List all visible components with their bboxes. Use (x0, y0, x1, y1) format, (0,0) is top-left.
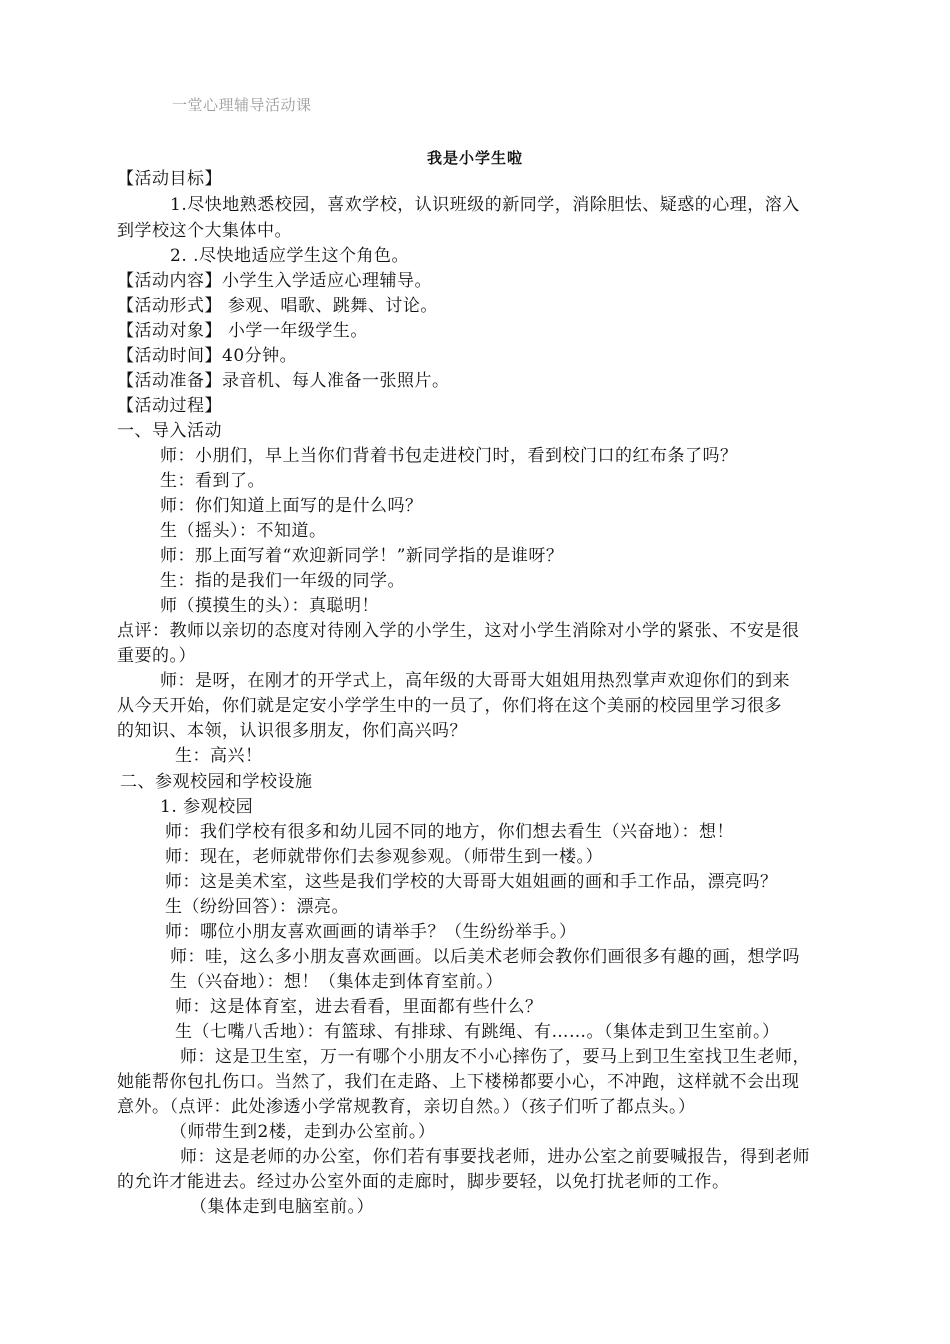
dialogue-line: 师（摸摸生的头）：真聪明！ (160, 596, 379, 616)
dialogue-line: 生（兴奋地）：想！（集体走到体育室前。） (170, 972, 503, 992)
dialogue-line: 生（七嘴八舌地）：有篮球、有排球、有跳绳、有……。（集体走到卫生室前。） (175, 1022, 780, 1042)
dialogue-line: 师：我们学校有很多和幼儿园不同的地方，你们想去看生（兴奋地）：想！ (165, 822, 734, 842)
section-heading: 【活动时间】40分钟。 (117, 346, 298, 366)
dialogue-line: 师：你们知道上面写的是什么吗？ (160, 496, 423, 516)
paragraph-line: 意外。（点评：此处渗透小学常规教育，亲切自然。）（孩子们听了都点头。） (117, 1097, 696, 1117)
stage-direction: （师带生到2楼，走到办公室前。） (170, 1122, 436, 1142)
section-heading: 【活动形式】 参观、唱歌、跳舞、讨论。 (117, 296, 438, 316)
dialogue-line: 师：这是美术室，这些是我们学校的大哥哥大姐姐画的画和手工作品，漂亮吗？ (165, 872, 778, 892)
dialogue-line: 生：高兴！ (175, 746, 263, 766)
section-heading: 【活动目标】 (117, 169, 222, 189)
stage-direction: （集体走到电脑室前。） (190, 1197, 374, 1217)
dialogue-line: 师：这是老师的办公室，你们若有事要找老师，进办公室之前要喊报告，得到老师 (180, 1147, 810, 1167)
dialogue-line: 师：那上面写着“欢迎新同学！”新同学指的是谁呀？ (160, 546, 564, 566)
section-heading: 【活动过程】 (117, 396, 222, 416)
section-heading: 【活动准备】录音机、每人准备一张照片。 (117, 371, 450, 391)
paragraph-line: 她能帮你包扎伤口。当然了，我们在走路、上下楼梯都要小心，不冲跑，这样就不会出现 (117, 1072, 800, 1092)
dialogue-line: 师：哇，这么多小朋友喜欢画画。以后美术老师会教你们画很多有趣的画，想学吗 (170, 947, 800, 967)
comment-line: 重要的。） (117, 646, 196, 666)
paragraph-line: 到学校这个大集体中。 (117, 221, 292, 241)
dialogue-line: 师：这是体育室，进去看看，里面都有些什么？ (175, 997, 543, 1017)
paragraph-line: 1.尽快地熟悉校园，喜欢学校，认识班级的新同学，消除胆怯、疑惑的心理，溶入 (170, 195, 800, 215)
subsection-heading: 一、导入活动 (117, 421, 222, 441)
section-heading: 【活动对象】 小学一年级学生。 (117, 321, 368, 341)
document-header: 一堂心理辅导活动课 (172, 96, 312, 114)
dialogue-line: 生：看到了。 (160, 471, 265, 491)
dialogue-line: 生（摇头）：不知道。 (160, 521, 327, 541)
dialogue-line: 师：这是卫生室，万一有哪个小朋友不小心摔伤了，要马上到卫生室找卫生老师， (180, 1047, 810, 1067)
list-item-heading: 1. 参观校园 (160, 797, 254, 817)
paragraph-line: 的允许才能进去。经过办公室外面的走廊时，脚步要轻，以免打扰老师的工作。 (117, 1172, 730, 1192)
dialogue-line: 师：现在，老师就带你们去参观参观。（师带生到一楼。） (165, 847, 603, 867)
dialogue-line: 师：哪位小朋友喜欢画画的请举手？（生纷纷举手。） (165, 922, 577, 942)
subsection-heading: 二、参观校园和学校设施 (120, 772, 313, 792)
dialogue-line: 师：小朋们，早上当你们背着书包走进校门时，看到校门口的红布条了吗？ (160, 446, 738, 466)
paragraph-line: 的知识、本领，认识很多朋友，你们高兴吗？ (117, 721, 467, 741)
paragraph-line: 从今天开始，你们就是定安小学学生中的一员了，你们将在这个美丽的校园里学习很多 (117, 696, 782, 716)
dialogue-line: 生：指的是我们一年级的同学。 (160, 571, 405, 591)
section-heading: 【活动内容】小学生入学适应心理辅导。 (117, 271, 432, 291)
comment-line: 点评：教师以亲切的态度对待刚入学的小学生，这对小学生消除对小学的紧张、不安是很 (117, 621, 800, 641)
paragraph-line: 2. .尽快地适应学生这个角色。 (170, 246, 410, 266)
dialogue-line: 师：是呀，在刚才的开学式上，高年级的大哥哥大姐姐用热烈掌声欢迎你们的到来 (160, 671, 790, 691)
document-title: 我是小学生啦 (426, 149, 523, 167)
dialogue-line: 生（纷纷回答）：漂亮。 (165, 897, 349, 917)
